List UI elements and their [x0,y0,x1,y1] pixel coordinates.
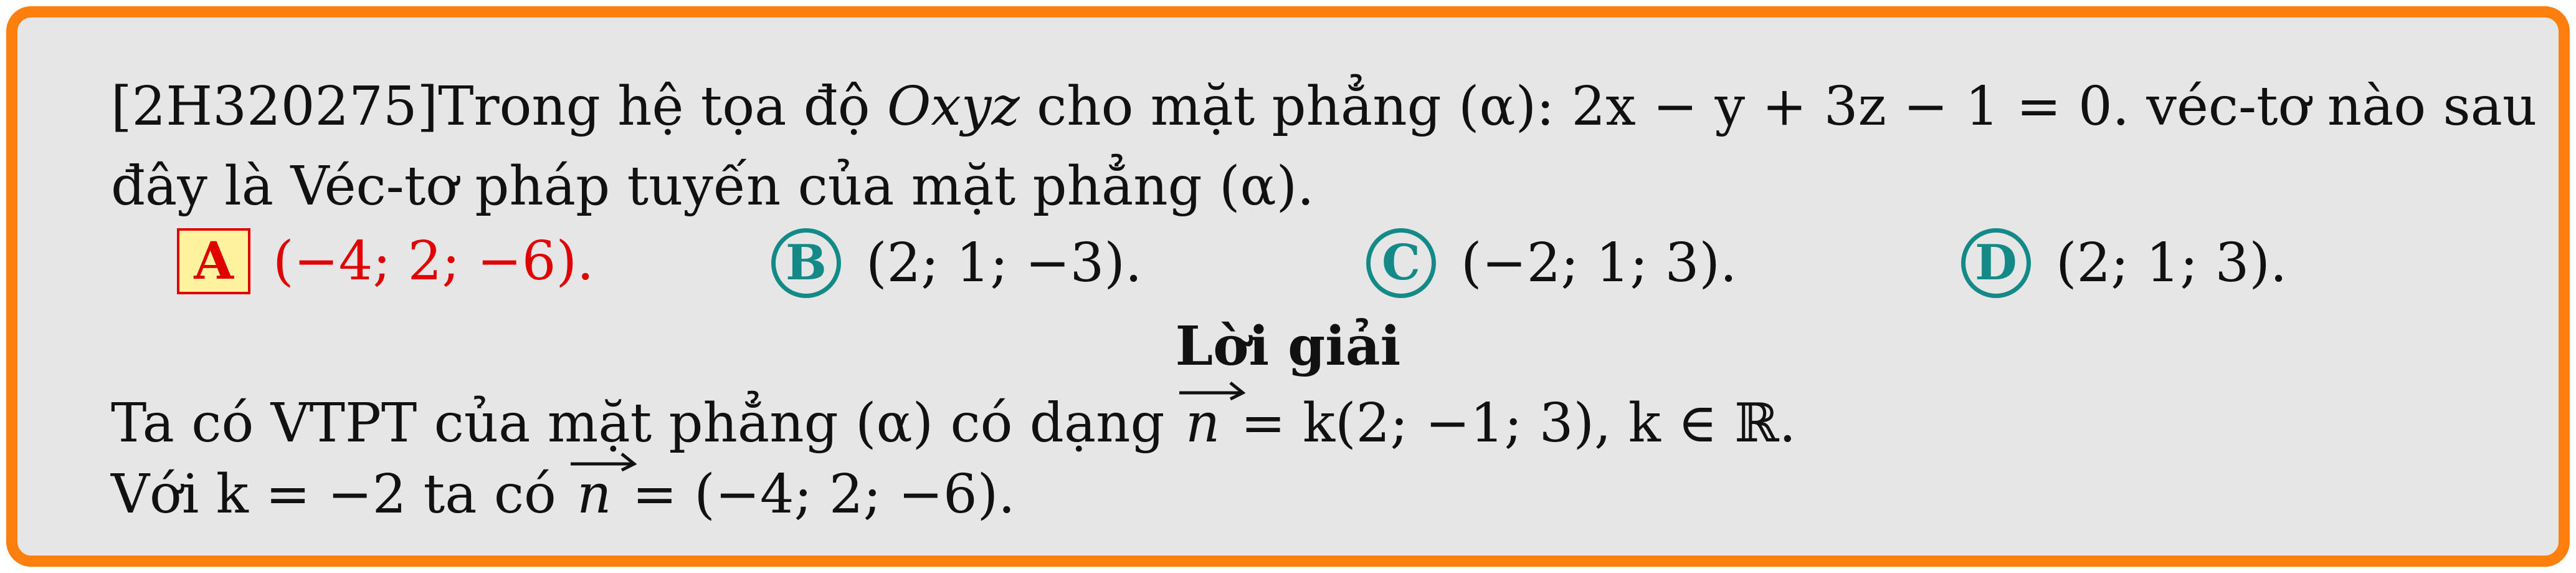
choice-a-value: (−4; 2; −6). [273,230,594,292]
solution-1-text-a: Ta có VTPT của mặt phẳng (α) có dạng [111,392,1182,455]
choice-c[interactable] [1366,228,1737,298]
normal-vector [1182,392,1224,455]
solution-line-2 [111,463,1015,526]
choice-c-value: (−2; 1; 3). [1461,232,1737,294]
question-text-b: cho mặt phẳng (α): 2x − y + 3z − 1 = 0. véc-tơ nào sau [1019,75,2537,138]
coordinate-system: Oxyz [886,75,1020,138]
choice-b-value: (2; 1; −3). [866,232,1143,294]
question-line-2: đây là Véc-tơ pháp tuyến của mặt phẳng (α). [111,155,1314,218]
question-code: [2H320275] [111,75,439,138]
question-card [6,6,2570,567]
normal-vector-letter: n [1185,392,1220,455]
choice-d-value: (2; 1; 3). [2056,232,2288,294]
choice-a[interactable] [177,228,594,294]
choice-a-label: A [177,228,250,294]
solution-line-1 [111,392,1796,455]
solution-title: Lời giải [1175,315,1401,378]
normal-vector [573,463,615,526]
question-text-a: Trong hệ tọa độ [438,75,887,138]
choice-d[interactable] [1961,228,2287,298]
vector-arrow-icon [1178,378,1245,400]
solution-2-text-a: Với k = −2 ta có [111,463,574,526]
normal-vector-letter: n [577,463,612,526]
solution-2-text-b: = (−4; 2; −6). [615,463,1015,526]
vector-arrow-icon [569,449,637,471]
question-line-1 [111,75,2537,138]
choice-c-label: C [1366,228,1436,298]
choice-d-label: D [1961,228,2031,298]
solution-1-text-b: = k(2; −1; 3), k ∈ ℝ. [1224,392,1796,455]
choice-b-label: B [771,228,841,298]
choice-b[interactable] [771,228,1142,298]
